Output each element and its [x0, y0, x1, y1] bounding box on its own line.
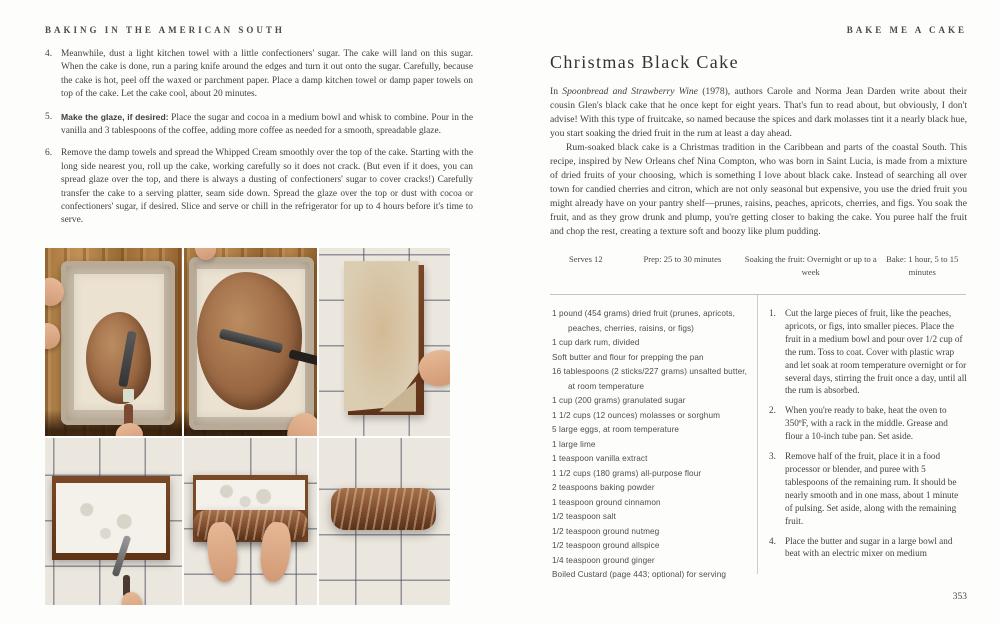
photo-finished-cake-roll [319, 438, 450, 605]
step-number: 4. [45, 49, 53, 59]
step-number: 6. [45, 148, 53, 159]
column-divider [757, 295, 758, 574]
step-text-body: Place the sugar and cocoa in a medium bowl and whisk to combine. Pour in the vanilla and 3 tablespoons of the coffee, adding more coffee as needed for a smooth, spreadable glaze. [61, 112, 473, 137]
page-number: 353 [952, 592, 967, 602]
step-number: 3. [769, 451, 776, 462]
step-text: When you're ready to bake, heat the oven to 350ºF, with a rack in the middle. Grease and flour a 10-inch tube pan. Set aside. [785, 405, 948, 442]
intro-p1-post: (1978), authors Carole and Norma Jean Darden write about their cousin Glen's black cake that he once kept for eight years. That's fun to read about, but obviously, I don't advise! With this type of fruitcake, so named because the spices and dark molasses tint it a nearly black hue, you start soaking the dried fruit in the rum at least a day ahead. [550, 86, 968, 139]
method-steps-list [769, 307, 967, 567]
ingredient: 1/2 teaspoon salt [552, 512, 617, 521]
step-text: Remove half of the fruit, place it in a food processor or blender, and puree with 5 tablespoons of the remaining rum. It should be nearly smooth and in one mass, about 1 minute of pulsing. Set aside, along with the remaining fruit. [785, 451, 959, 526]
ingredient: 1 1/2 cups (180 grams) all-purpose flour [552, 468, 702, 478]
cake-roll [331, 488, 436, 530]
method-step-1 [769, 307, 967, 397]
instruction-step-5 [45, 111, 473, 139]
step-text: Place the butter and sugar in a large bowl and beat with an electric mixer on medium [785, 535, 953, 559]
cake-batter [86, 312, 150, 404]
photo-batter-mound-on-pan [45, 248, 182, 436]
step-bold-lead: Make the glaze, if desired: [61, 111, 169, 122]
ingredient: 1 pound (454 grams) dried fruit (prunes, apricots, peaches, cherries, raisins, or figs) [552, 309, 735, 333]
recipe-intro [550, 85, 967, 239]
step-number: 4. [769, 535, 776, 546]
intro-paragraph-2: Rum-soaked black cake is a Christmas tradition in the Caribbean and parts of the coastal South. This recipe, inspired by New Orleans chef Nina Compton, who was born in Saint Lucia, is made from a mixture of dried fruits of your choosing, which is something I love about black cake. Instead of searching all over town for candied cherries and citron, which are not only seasonal but expensive, you use the dried fruit you might already have on your pantry shelf—prunes, raisins, peaches, apricots, cherries, and figs. You soak the fruit, and as they grow drunk and plump, you're getting closer to baking the cake. You puree half the fruit and chop the rest, creating a texture soft and boozy like plum pudding. [550, 142, 967, 237]
ingredient: 1/4 teaspoon ground ginger [552, 555, 655, 565]
ingredient: 1 cup (200 grams) granulated sugar [552, 396, 686, 405]
horizontal-rule [550, 294, 966, 295]
step-number: 2. [769, 405, 776, 416]
ingredient: 1/2 teaspoon ground nutmeg [552, 526, 660, 536]
recipe-meta-row [550, 253, 966, 278]
ingredient: 1/2 teaspoon ground allspice [552, 541, 660, 550]
method-step-2 [769, 404, 967, 443]
ingredient: 5 large eggs, at room temperature [552, 425, 680, 434]
intro-paragraph-1 [550, 85, 967, 141]
step-text: Cut the large pieces of fruit, like the peaches, apricots, or figs, into smaller pieces. Place the fruit in a medium bowl and pour over 1/2 cup of the rum. Toss to coat. Cover with plastic wrap and let soak at room temperature overnight or for several days, stirring the fruit once a day, until all the rum is absorbed. [785, 308, 967, 396]
method-step-4 [769, 535, 967, 561]
book-title-italic: Spoonbread and Strawberry Wine [562, 86, 698, 97]
process-photo-grid [45, 248, 450, 605]
intro-p1-pre: In [550, 86, 563, 97]
step-text: Meanwhile, dust a light kitchen towel with a little confectioners' sugar. The cake will land on this sugar. When the cake is done, run a paring knife around the edges and turn it out onto the sugar. Carefully, because the cake is hot, peel off the waxed or parchment paper. Place a damp kitchen towel or damp paper towels on top of the cake. Let the cake cool, about 20 minutes. [61, 49, 473, 100]
photo-peeling-parchment [319, 248, 450, 436]
hand [45, 322, 62, 351]
method-step-3 [769, 450, 967, 527]
ingredient: 16 tablespoons (2 sticks/227 grams) unsalted butter, at room temperature [552, 367, 747, 391]
meta-bake-time: Bake: 1 hour, 5 to 15 minutes [886, 254, 959, 277]
step-number: 5. [45, 111, 53, 122]
step-number: 1. [769, 308, 776, 318]
ingredient: 1 teaspoon ground cinnamon [552, 497, 661, 507]
recipe-title: Christmas Black Cake [550, 52, 739, 72]
left-instructions-list [45, 48, 473, 237]
instruction-step-6 [45, 147, 473, 227]
running-header-right: BAKE ME A CAKE [846, 25, 967, 35]
ingredient: 2 teaspoons baking powder [552, 483, 655, 492]
running-header-left: BAKING IN THE AMERICAN SOUTH [45, 25, 285, 35]
meta-serves: Serves 12 [569, 254, 603, 264]
ingredient: 1 teaspoon vanilla extract [552, 454, 648, 463]
photo-spreading-cream [45, 438, 182, 605]
photo-rolling-cake [184, 438, 317, 605]
ingredient: 1 large lime [552, 439, 596, 449]
spatula-label [123, 389, 134, 402]
step-text [61, 111, 473, 139]
step-text: Remove the damp towels and spread the Whipped Cream smoothly over the top of the cake. Starting with the long side nearest you, roll up the cake, working carefully so it does not crack. (But even if it does, you can spread glaze over the top, and there is always a dusting of confectioners' sugar to cover cracks!) Carefully transfer the cake to a serving platter, seam side down. Spread the glaze over the top or dust with cocoa or confectioners' sugar, if desired. Slice and serve or chill in the refrigerator for up to 4 hours before it's time to serve. [61, 148, 473, 226]
ingredient: 1 cup dark rum, divided [552, 338, 640, 347]
instruction-step-4 [45, 48, 473, 102]
ingredient: 1 1/2 cups (12 ounces) molasses or sorghum [552, 410, 721, 420]
ingredients-list [552, 307, 752, 583]
meta-soaking-time: Soaking the fruit: Overnight or up to a week [744, 254, 877, 277]
ingredient: Soft butter and flour for prepping the pan [552, 352, 704, 362]
ingredient: Boiled Custard (page 443; optional) for serving [552, 570, 727, 579]
whipped-cream [56, 483, 166, 553]
whipped-cream [196, 480, 305, 510]
meta-prep-time: Prep: 25 to 30 minutes [643, 254, 722, 264]
photo-spreading-batter [184, 248, 317, 436]
